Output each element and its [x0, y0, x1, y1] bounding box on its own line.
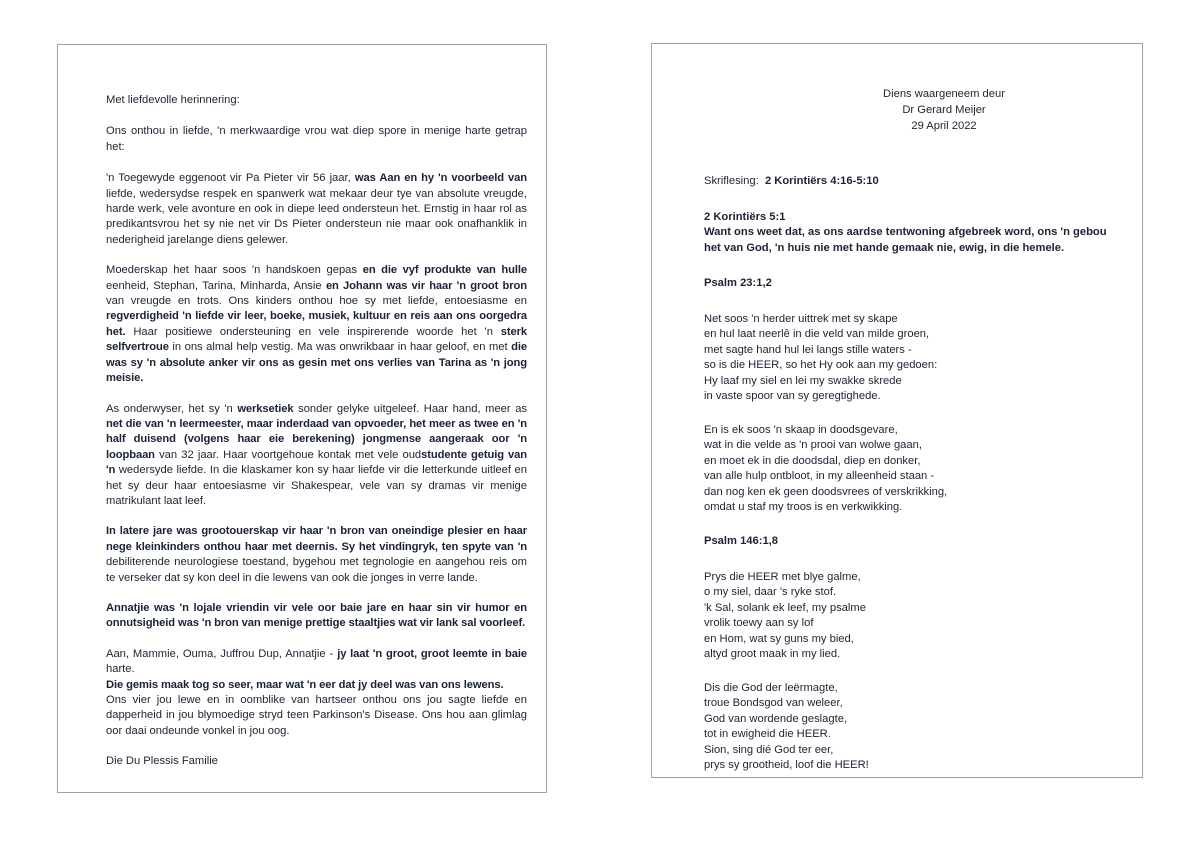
paragraph-missed: Die gemis maak tog so seer, maar wat 'n eer dat jy deel was van ons lewens.: [106, 678, 504, 691]
psalm-146-stanza-1: Prys die HEER met blye galme, o my siel, daar 's ryke stof. 'k Sal, solank ek leef, my psalme vrolik toewy aan sy lof en Hom, wat sy guns my bied, altyd groot maak in my lied.: [704, 570, 866, 661]
psalm-23-stanza-1: Net soos 'n herder uittrek met sy skape en hul laat neerlê in die veld van milde groen, met sagte hand hul lei langs stille waters - so is die HEER, so het Hy ook aan my gedoen: Hy laaf my siel en lei my swakke skrede in vaste spoor van sy geregtighede.: [704, 312, 938, 403]
right-page: [651, 43, 1143, 778]
service-date: 29 April 2022: [911, 120, 977, 132]
tribute-text: [106, 93, 527, 785]
service-header: [764, 86, 1124, 134]
paragraph-motherhood: Moederskap het haar soos 'n handskoen gepas en die vyf produkte van hulle eenheid, Stephan, Tarina, Minharda, Ansie en Johann was vir haar 'n groot bron van vreugde en trots. Ons kinders onthou hoe sy met liefde, entoesiasme en regverdigheid 'n liefde vir leer, boeke, musiek, kultuur en reis aan ons oorgedra het. Haar positiewe ondersteuning en vele inspirerende woorde het 'n sterk selfvertroue in ons almal help vestig. Ma was onwrikbaar in haar geloof, en met die was sy 'n absolute anker vir ons as gesin met ons verlies van Tarina as 'n jong meisie.: [106, 264, 527, 385]
greeting: Met liefdevolle herinnering:: [106, 94, 240, 106]
psalm-146-stanza-2: Dis die God der leërmagte, troue Bondsgod van weleer, God van wordende geslagte, tot in ewigheid die HEER. Sion, sing dié God ter eer, prys sy grootheid, loof die HEER!: [704, 681, 869, 772]
psalm-146-title: Psalm 146:1,8: [704, 534, 779, 547]
service-text: [704, 86, 1124, 792]
verse-reference: 2 Korintiërs 5:1: [704, 210, 786, 223]
paragraph-farewell: Aan, Mammie, Ouma, Juffrou Dup, Annatjie - jy laat 'n groot, groot leemte in baie harte.: [106, 647, 527, 676]
scripture-reading: Skriflesing: 2 Korintiërs 4:16-5:10: [704, 175, 879, 187]
signoff: Die Du Plessis Familie: [106, 755, 218, 768]
psalm-23-stanza-2: En is ek soos 'n skaap in doodsgevare, wat in die velde as 'n prooi van wolwe gaan, en moet ek in die doodsdal, diep en donker, van alle hulp ontbloot, in my alleenheid staan - dan nog ken ek geen doodsvrees of verskrikking, omdat u staf my troos is en verkwikking.: [704, 423, 948, 514]
paragraph-celebrate: Ons vier jou lewe en in oomblike van hartseer onthou ons jou sagte liefde en dapperheid in jou blymoedige stryd teen Parkinson's Disease. Ons hou aan glimlag oor daai ondeunde vonkel in jou oog.: [106, 694, 527, 737]
left-page: [57, 44, 547, 793]
psalm-23-title: Psalm 23:1,2: [704, 277, 772, 290]
minister-name: Dr Gerard Meijer: [902, 104, 986, 116]
paragraph-friend: Annatjie was 'n lojale vriendin vir vele oor baie jare en haar sin vir humor en onnutsigheid was 'n bron van menige prettige staaltjies wat vir lank sal voorleef.: [106, 601, 527, 630]
verse-text: Want ons weet dat, as ons aardse tentwoning afgebreek word, ons 'n gebou het van God, 'n huis nie met hande gemaak nie, ewig, in die hemele.: [704, 226, 1107, 254]
paragraph-spouse: 'n Toegewyde eggenoot vir Pa Pieter vir 56 jaar, was Aan en hy 'n voorbeeld van liefde, wedersydse respek en spanwerk wat mekaar deur tye van absolute vreugde, harde werk, vele avonture en ook in diepe leed ondersteun het. Ernstig in haar rol as predikantsvrou het sy nie net vir Ds Pieter ondersteun nie maar ook onafhanklik in nederigheid jarelange diens gelewer.: [106, 172, 527, 246]
paragraph-grandparent: In latere jare was grootouerskap vir haar 'n bron van oneindige plesier en haar nege kleinkinders onthou haar met deernis. Sy het vindingryk, ten spyte van 'n debiliterende neurologiese toestand, bygehou met tegnologie en aangehou reis om te verseker dat sy kon deel in die lewens van ook die jonges in verre lande.: [106, 525, 527, 584]
intro-paragraph: Ons onthou in liefde, 'n merkwaardige vrou wat diep spore in menige harte getrap het:: [106, 125, 527, 153]
officiated-by: Diens waargeneem deur: [883, 88, 1005, 100]
paragraph-teacher: As onderwyser, het sy 'n werksetiek sonder gelyke uitgeleef. Haar hand, meer as net die van 'n leermeester, maar inderdaad van opvoeder, het meer as twee en 'n half duisend (volgens haar eie berekening) jongmense aangeraak oor 'n loopbaan van 32 jaar. Haar voortgehoue kontak met vele oudstudente getuig van 'n wedersyde liefde. In die klaskamer kon sy haar liefde vir die letterkunde uitleef en het sy deur haar entoesiasme vir Shakespear, vele van sy dramas vir menige matrikulant laat leef.: [106, 402, 528, 507]
